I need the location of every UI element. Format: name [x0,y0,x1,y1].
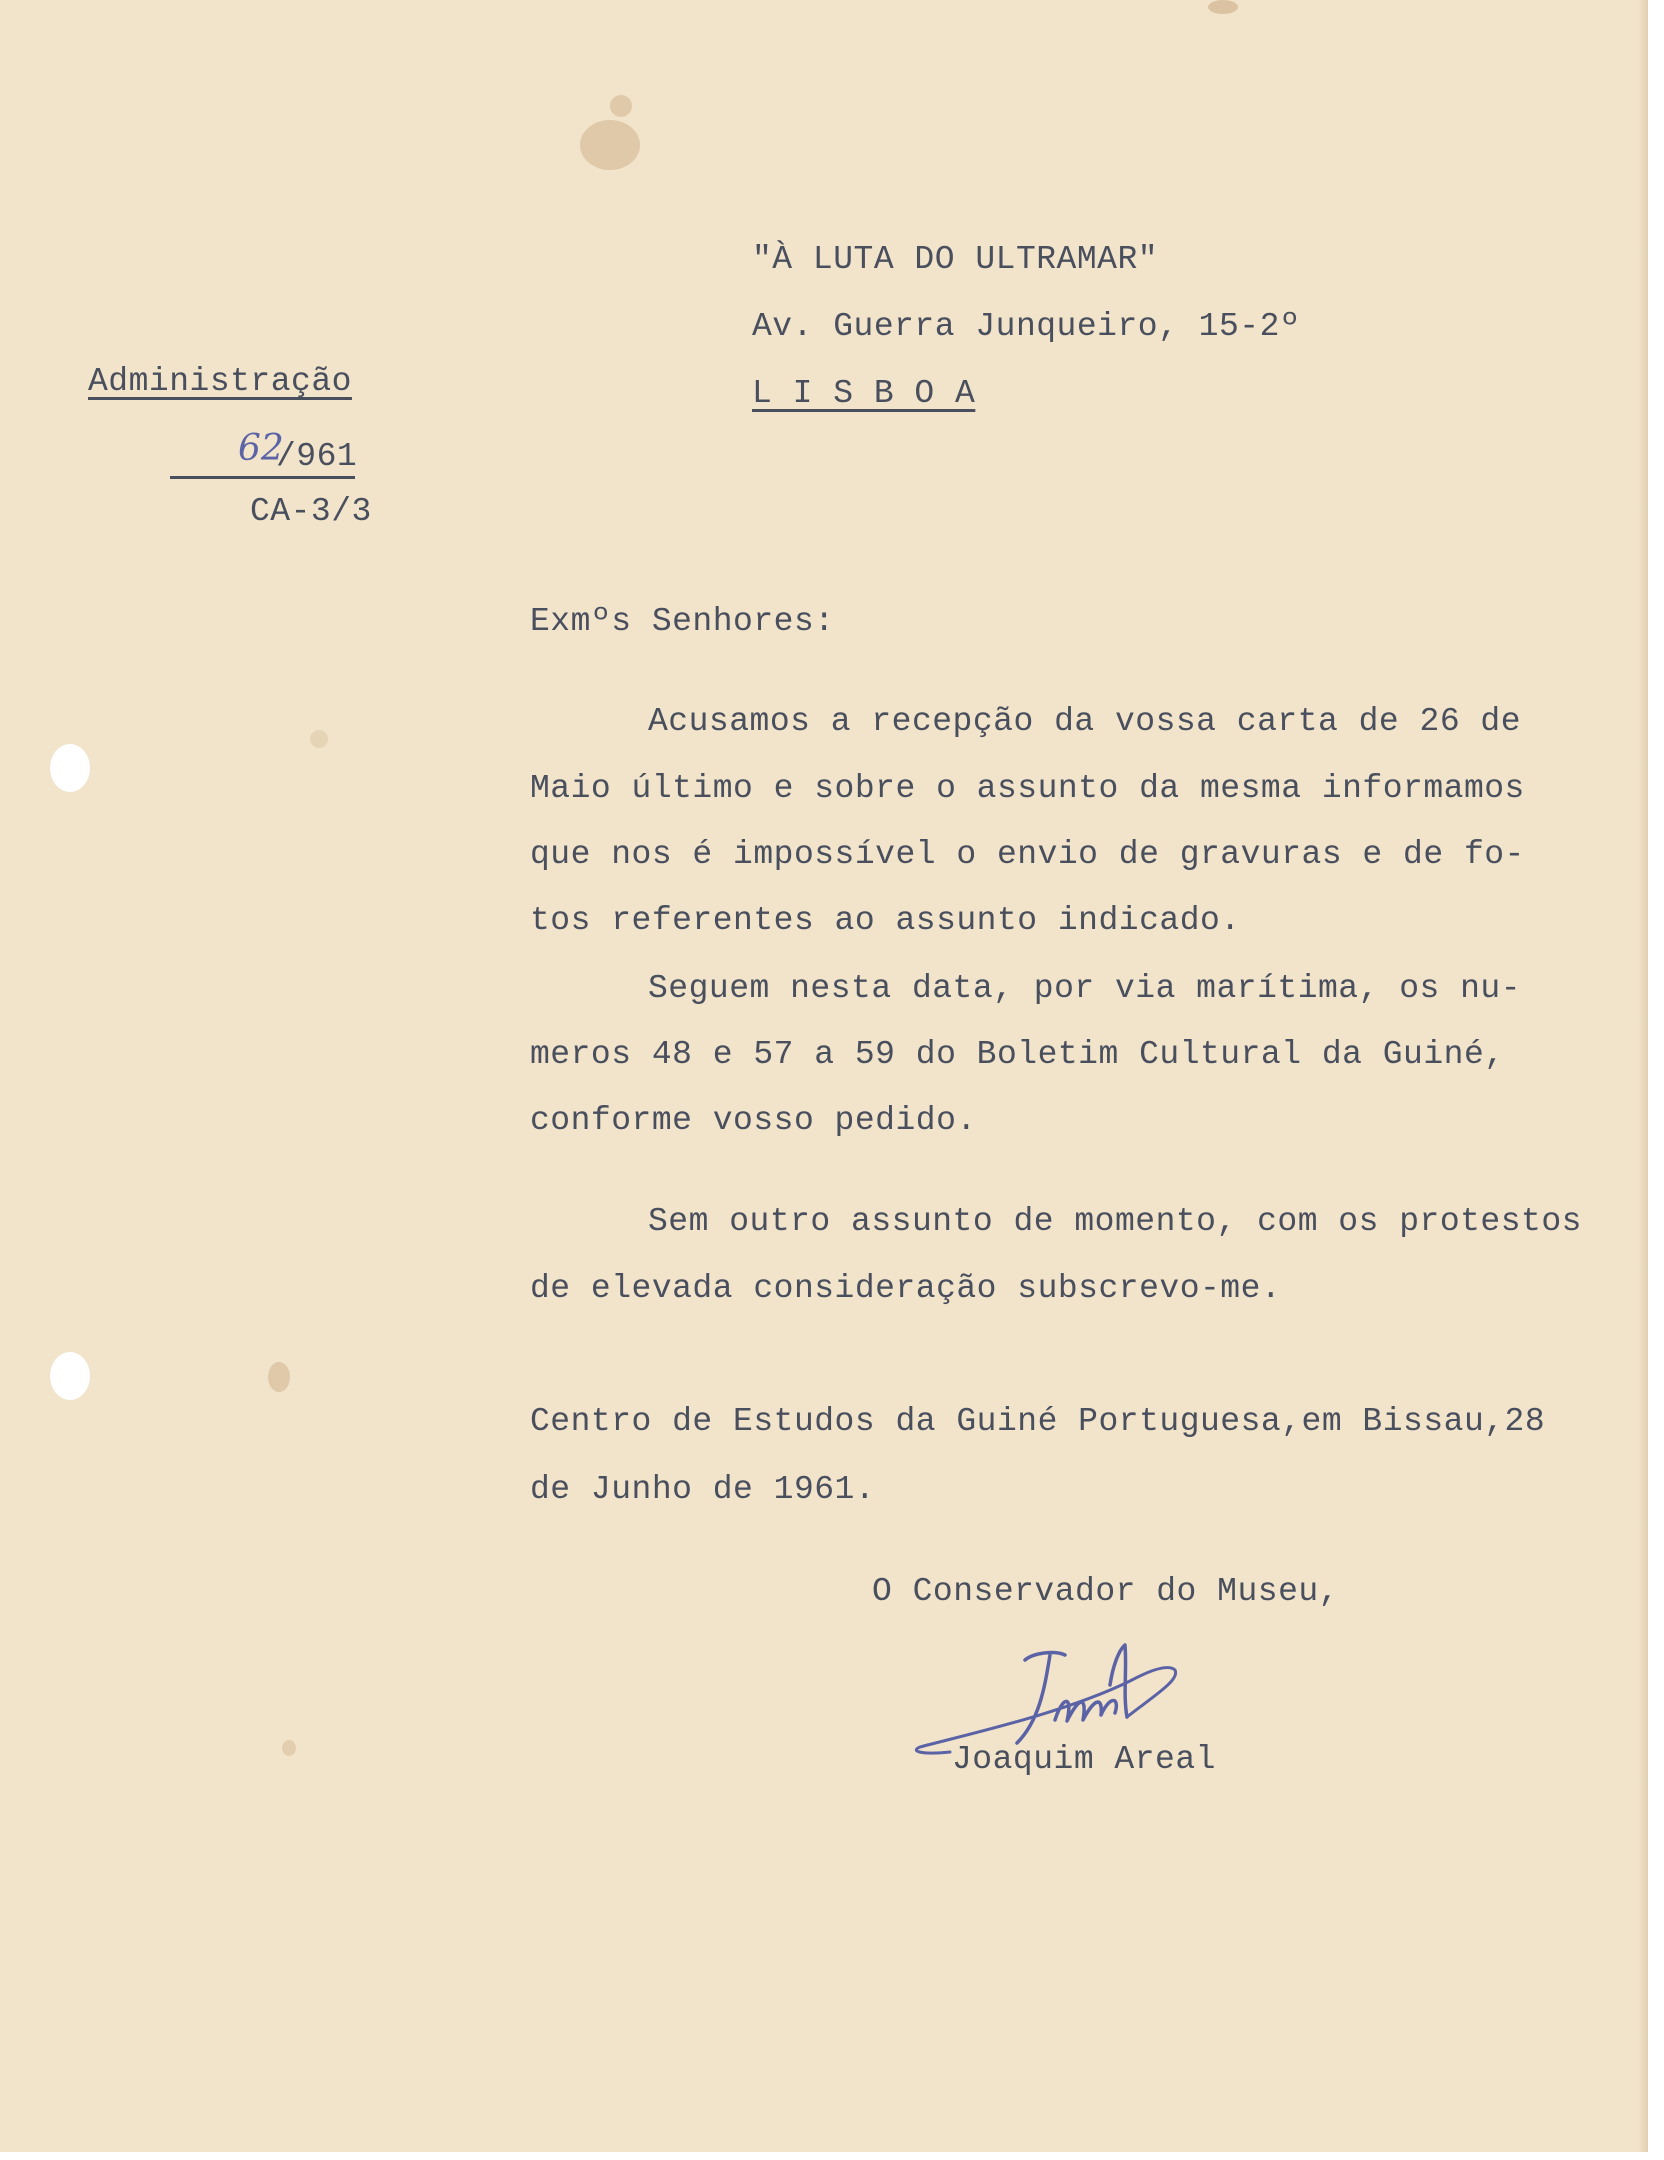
recipient-city: L I S B O A [752,375,976,412]
paper-edge-shadow [1638,0,1648,2152]
body-line: Sem outro assunto de momento, com os protestos [648,1203,1582,1240]
stain [580,120,640,170]
salutation: Exmºs Senhores: [530,603,835,640]
place-date-line: de Junho de 1961. [530,1471,876,1508]
department-label: Administração [88,363,352,400]
body-line: Acusamos a recepção da vossa carta de 26 de [648,703,1522,740]
recipient-name: "À LUTA DO ULTRAMAR" [752,241,1159,278]
handwritten-number: 62 [238,428,284,469]
body-line: Seguem nesta data, por via marítima, os nu- [648,970,1522,1007]
reference-year: /961 [276,438,358,475]
place-date-line: Centro de Estudos da Guiné Portuguesa,em Bissau,28 [530,1403,1546,1440]
stain [610,95,632,117]
reference-code: CA-3/3 [250,493,372,530]
body-line: Maio último e sobre o assunto da mesma informamos [530,770,1525,807]
reference-number [170,428,358,479]
body-line: meros 48 e 57 a 59 do Boletim Cultural da Guiné, [530,1036,1505,1073]
signature-stroke [1017,1653,1065,1743]
stain [282,1740,296,1756]
body-line: tos referentes ao assunto indicado. [530,902,1241,939]
body-line: conforme vosso pedido. [530,1102,977,1139]
recipient-address: Av. Guerra Junqueiro, 15-2º [752,308,1301,345]
punch-hole [50,744,90,792]
body-line: que nos é impossível o envio de gravuras e de fo- [530,836,1525,873]
stain [310,730,328,748]
stain [268,1362,290,1392]
closing-title: O Conservador do Museu, [872,1573,1339,1610]
signatory-name: Joaquim Areal [952,1741,1216,1778]
punch-hole [50,1352,90,1400]
body-line: de elevada consideração subscrevo-me. [530,1270,1282,1307]
stain [1208,0,1238,14]
